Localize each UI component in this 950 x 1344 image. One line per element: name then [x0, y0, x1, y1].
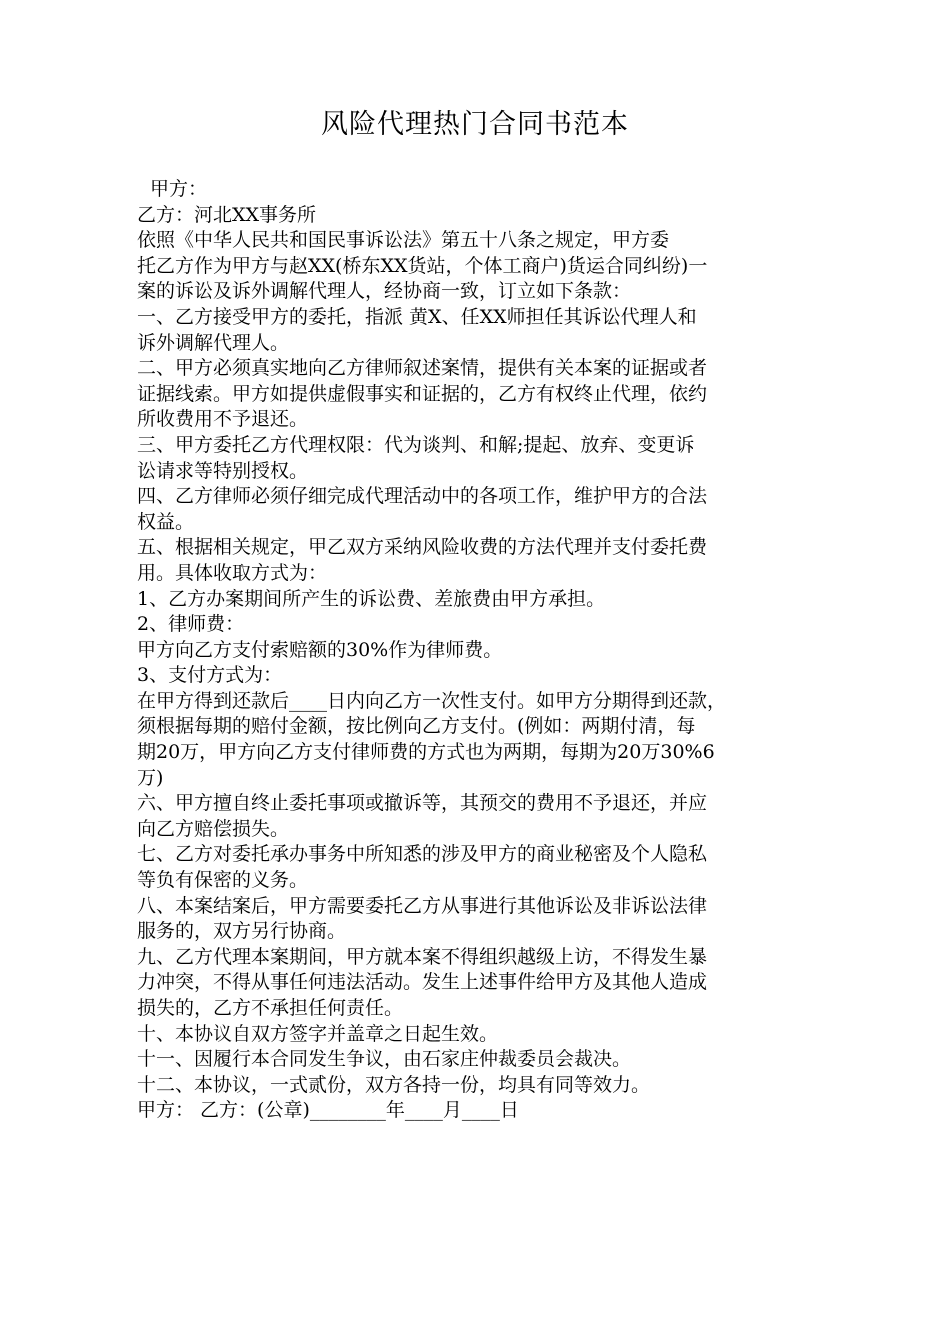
document-line: 力冲突，不得从事任何违法活动。发生上述事件给甲方及其他人造成: [137, 971, 708, 994]
document-line: 十、本协议自双方签字并盖章之日起生效。: [137, 1022, 499, 1045]
document-line: 权益。: [137, 510, 195, 533]
document-line: 二、甲方必须真实地向乙方律师叙述案情，提供有关本案的证据或者: [137, 357, 708, 380]
document-line: 乙方：河北XX事务所: [137, 203, 317, 226]
document-line: 三、甲方委托乙方代理权限：代为谈判、和解;提起、放弃、变更诉: [137, 433, 695, 456]
document-line: 等负有保密的义务。: [137, 869, 309, 892]
document-line: 1、乙方办案期间所产生的诉讼费、差旅费由甲方承担。: [137, 587, 606, 610]
document-line: 3、支付方式为：: [137, 664, 283, 687]
document-line: 甲方： 乙方：(公章)________年____月____日: [137, 1099, 519, 1122]
document-line: 诉外调解代理人。: [137, 331, 290, 354]
document-line: 九、乙方代理本案期间，甲方就本案不得组织越级上访，不得发生暴: [137, 945, 708, 968]
document-line: 证据线索。甲方如提供虚假事实和证据的，乙方有权终止代理，依约: [137, 382, 708, 405]
document-line: 在甲方得到还款后____日内向乙方一次性支付。如甲方分期得到还款，: [137, 689, 727, 712]
document-line: 用。具体收取方式为：: [137, 561, 328, 584]
document-line: 案的诉讼及诉外调解代理人，经协商一致，订立如下条款：: [137, 280, 632, 303]
document-body: [137, 177, 827, 1124]
document-title: 风险代理热门合同书范本: [321, 109, 629, 140]
document-line: 十二、本协议，一式贰份，双方各持一份，均具有同等效力。: [137, 1073, 651, 1096]
document-line: 须根据每期的赔付金额，按比例向乙方支付。(例如：两期付清，每: [137, 715, 696, 738]
document-line: 八、本案结案后，甲方需要委托乙方从事进行其他诉讼及非诉讼法律: [137, 894, 708, 917]
party-a-label: 甲方：: [150, 178, 208, 200]
document-line: 一、乙方接受甲方的委托，指派 黄X、任XX师担任其诉讼代理人和: [137, 305, 697, 328]
document-line: 托乙方作为甲方与赵XX(桥东XX货站，个体工商户)货运合同纠纷)一: [137, 254, 708, 277]
document-line: 七、乙方对委托承办事务中所知悉的涉及甲方的商业秘密及个人隐私: [137, 843, 708, 866]
document-line: 服务的，双方另行协商。: [137, 920, 347, 943]
document-line: 甲方向乙方支付索赔额的30%作为律师费。: [137, 638, 503, 661]
document-line: 十一、因履行本合同发生争议，由石家庄仲裁委员会裁决。: [137, 1048, 632, 1071]
document-line: 向乙方赔偿损失。: [137, 817, 290, 840]
document-line: 讼请求等特别授权。: [137, 459, 309, 482]
document-line: 五、根据相关规定，甲乙双方采纳风险收费的方法代理并支付委托费: [137, 536, 708, 559]
document-line: 2、律师费：: [137, 613, 245, 636]
document-line: 六、甲方擅自终止委托事项或撤诉等，其预交的费用不予退还，并应: [137, 792, 708, 815]
document-line: 期20万，甲方向乙方支付律师费的方式也为两期，每期为20万30%6: [137, 741, 715, 764]
document-line: 四、乙方律师必须仔细完成代理活动中的各项工作，维护甲方的合法: [137, 485, 708, 508]
document-line: 所收费用不予退还。: [137, 408, 309, 431]
document-line: 依照《中华人民共和国民事诉讼法》第五十八条之规定，甲方委: [137, 229, 670, 252]
document-line: 损失的，乙方不承担任何责任。: [137, 997, 404, 1019]
document-line: 万): [137, 766, 164, 789]
